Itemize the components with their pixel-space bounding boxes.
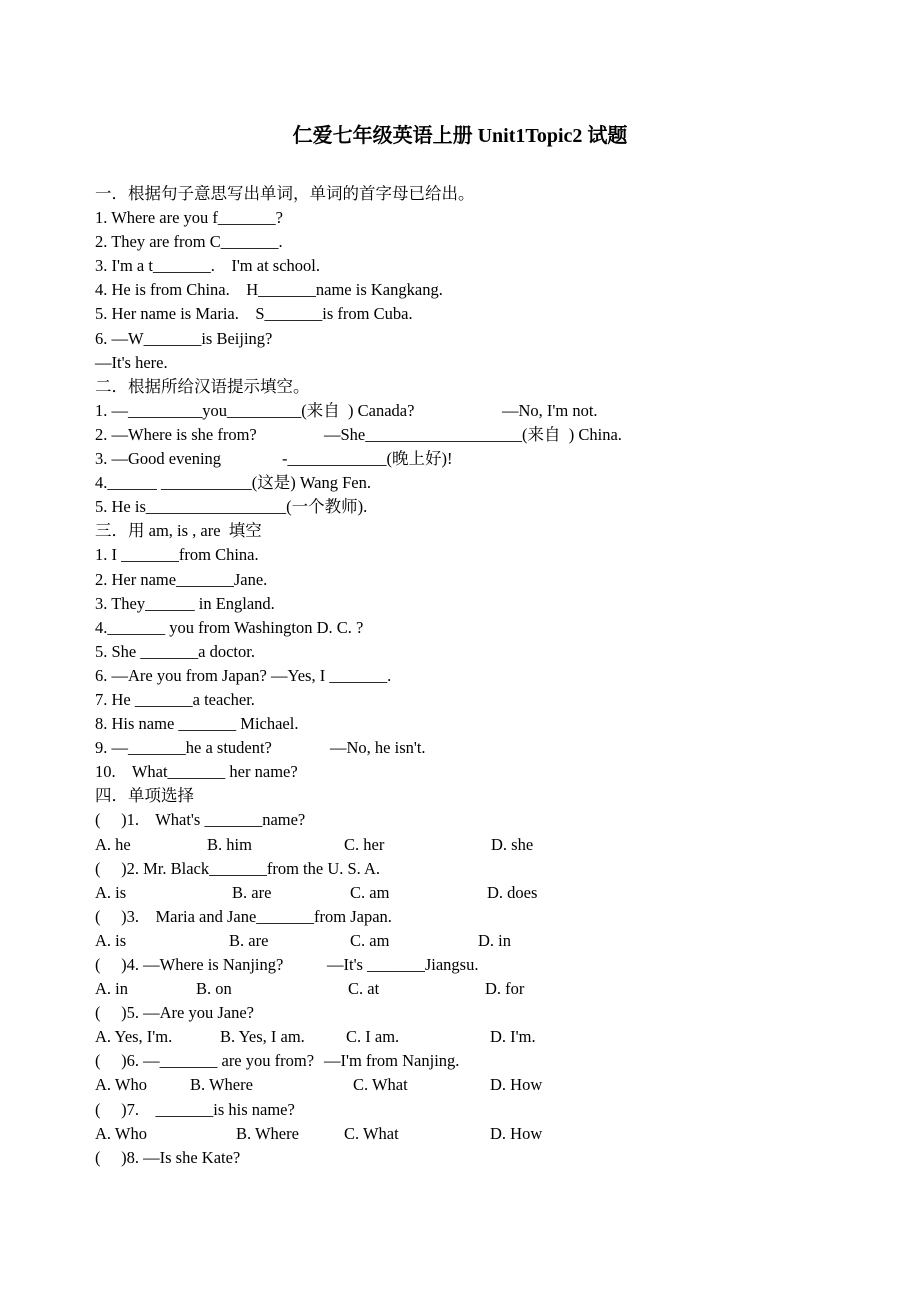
answer-option: C. What <box>344 1123 399 1143</box>
text-line <box>95 206 895 230</box>
line-text: 3. I'm a t_______. I'm at school. <box>95 256 320 276</box>
text-line <box>95 929 895 953</box>
answer-option: D. for <box>485 979 525 999</box>
text-line <box>95 592 895 616</box>
text-line <box>95 1146 895 1170</box>
text-line <box>95 760 895 784</box>
text-line <box>95 857 895 881</box>
line-text: ( )7. _______is his name? <box>95 1099 295 1119</box>
line-text: 4.______ ___________(这是) Wang Fen. <box>95 473 371 493</box>
line-text: 二．根据所给汉语提示填空。 <box>95 376 310 396</box>
answer-option: B. on <box>196 979 232 999</box>
answer-option: A. is <box>95 930 127 950</box>
line-text: 3. They______ in England. <box>95 593 275 613</box>
text-line <box>95 543 895 567</box>
answer-option: A. is <box>95 882 127 902</box>
text-line <box>95 977 895 1001</box>
answer-option: C. am <box>350 930 390 950</box>
text-line <box>95 327 895 351</box>
line-text: 四．单项选择 <box>95 786 194 806</box>
text-line <box>95 808 895 832</box>
answer-option: A. Who <box>95 1075 147 1095</box>
answer-option: B. Yes, I am. <box>220 1027 305 1047</box>
answer-option: B. are <box>229 930 269 950</box>
answer-option: D. I'm. <box>490 1027 536 1047</box>
answer-option: D. does <box>487 882 538 902</box>
line-text: 8. His name _______ Michael. <box>95 714 299 734</box>
text-line <box>95 495 895 519</box>
line-text: 1. Where are you f_______? <box>95 208 284 228</box>
answer-option: D. she <box>491 834 534 854</box>
answer-option: D. How <box>490 1075 543 1095</box>
text-line <box>95 905 895 929</box>
line-text: —It's _______Jiangsu. <box>327 955 479 974</box>
line-text: 4. He is from China. H_______name is Kangkang. <box>95 280 443 300</box>
line-text: 三．用 am, is , are 填空 <box>95 521 262 541</box>
line-text: 6. —Are you from Japan? —Yes, I _______. <box>95 665 392 685</box>
answer-option: C. What <box>353 1075 408 1095</box>
text-line <box>95 519 895 543</box>
text-line <box>95 664 895 688</box>
text-line <box>95 375 895 399</box>
text-line <box>95 471 895 495</box>
answer-option: B. Where <box>236 1123 299 1143</box>
line-text: 1. I _______from China. <box>95 545 259 565</box>
line-text: -____________(晚上好)! <box>282 449 453 469</box>
line-text: —No, I'm not. <box>502 400 598 420</box>
text-line <box>95 881 895 905</box>
line-text: ( )3. Maria and Jane_______from Japan. <box>95 906 392 926</box>
answer-option: A. Yes, I'm. <box>95 1027 173 1047</box>
answer-option: C. am <box>350 882 390 902</box>
line-text: 2. Her name_______Jane. <box>95 569 268 589</box>
line-text: ( )8. —Is she Kate? <box>95 1147 241 1167</box>
text-line <box>95 1073 895 1097</box>
text-line <box>95 712 895 736</box>
line-text: 10. What_______ her name? <box>95 762 298 782</box>
text-line <box>95 736 895 760</box>
answer-option: B. are <box>232 882 272 902</box>
line-text: ( )5. —Are you Jane? <box>95 1003 254 1023</box>
line-text: 1. —_________you_________(来自 ) Canada? <box>95 400 415 420</box>
answer-option: C. at <box>348 979 380 999</box>
text-line <box>95 1049 895 1073</box>
text-line <box>95 1001 895 1025</box>
answer-option: C. her <box>344 834 385 854</box>
line-text: —She___________________(来自 ) China. <box>324 424 622 444</box>
text-line <box>95 1122 895 1146</box>
line-text: 3. —Good evening <box>95 449 222 469</box>
line-text: 5. She _______a doctor. <box>95 641 255 661</box>
text-line <box>95 423 895 447</box>
text-line <box>95 833 895 857</box>
line-text: 5. He is_________________(一个教师). <box>95 497 368 517</box>
text-line <box>95 399 895 423</box>
line-text: ( )2. Mr. Black_______from the U. S. A. <box>95 858 381 878</box>
line-text: 2. They are from C_______. <box>95 232 283 252</box>
text-line <box>95 447 895 471</box>
text-line <box>95 254 895 278</box>
line-text: ( )1. What's _______name? <box>95 810 306 830</box>
text-line <box>95 1098 895 1122</box>
text-line <box>95 278 895 302</box>
text-line <box>95 640 895 664</box>
answer-option: B. Where <box>190 1075 253 1095</box>
text-line <box>95 953 895 977</box>
answer-option: D. in <box>478 930 511 950</box>
answer-option: D. How <box>490 1123 543 1143</box>
line-text: —It's here. <box>95 352 168 372</box>
answer-option: A. in <box>95 979 128 999</box>
text-line <box>95 568 895 592</box>
line-text: 6. —W_______is Beijing? <box>95 328 273 348</box>
answer-option: A. he <box>95 834 131 854</box>
text-line <box>95 182 895 206</box>
line-text: 4._______ you from Washington D. C. ? <box>95 617 364 637</box>
line-text: 9. —_______he a student? <box>95 738 272 758</box>
line-text: 一．根据句子意思写出单词，单词的首字母已给出。 <box>95 184 475 203</box>
line-text: 7. He _______a teacher. <box>95 689 255 709</box>
line-text: —I'm from Nanjing. <box>324 1051 460 1071</box>
line-text: 5. Her name is Maria. S_______is from Cuba. <box>95 304 413 324</box>
answer-option: C. I am. <box>346 1027 400 1047</box>
document-body <box>95 182 895 1170</box>
page-title: 仁爱七年级英语上册 Unit1Topic2 试题 <box>292 125 628 147</box>
text-line <box>95 230 895 254</box>
line-text: —No, he isn't. <box>330 738 426 758</box>
text-line <box>95 351 895 375</box>
text-line <box>95 784 895 808</box>
text-line <box>95 1025 895 1049</box>
line-text: 2. —Where is she from? <box>95 424 257 444</box>
answer-option: A. Who <box>95 1123 147 1143</box>
line-text: ( )4. —Where is Nanjing? <box>95 955 284 974</box>
answer-option: B. him <box>207 834 252 854</box>
text-line <box>95 688 895 712</box>
line-text: ( )6. —_______ are you from? <box>95 1051 315 1071</box>
text-line <box>95 616 895 640</box>
text-line <box>95 302 895 326</box>
